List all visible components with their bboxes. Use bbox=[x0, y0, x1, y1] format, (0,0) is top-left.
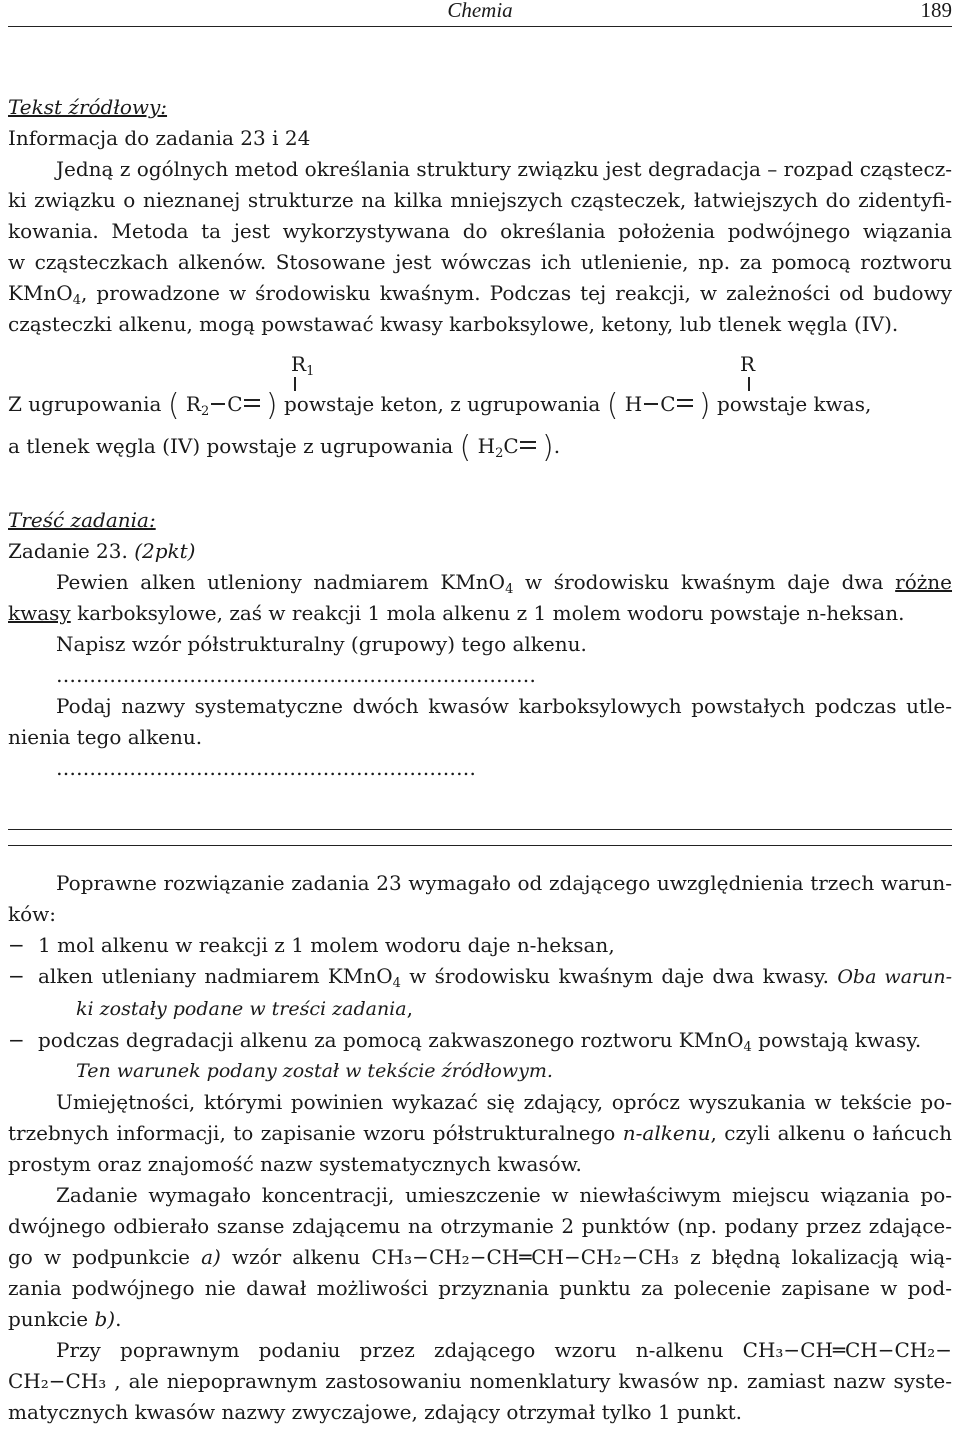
solution-intro-2: ków: bbox=[8, 902, 57, 926]
para2-line-2: dwójnego odbierało szanse zdającemu na otrzymanie 2 punktów (np. podany przez zdające- bbox=[8, 1214, 952, 1238]
source-line-3: kowania. Metoda ta jest wykorzystywana do określania położenia podwójnego wiązania bbox=[8, 219, 952, 243]
source-line-2: ki związku o nieznanej strukturze na kilka mniejszych cząsteczek, łatwiejszych do zidentyfi- bbox=[8, 188, 952, 212]
condition-3-note: Ten warunek podany został w tekście źródłowym. bbox=[76, 1060, 553, 1082]
correct-alkene-formula-b: CH₂−CH₃ bbox=[8, 1369, 107, 1393]
chem-groups bbox=[8, 352, 952, 472]
task-title-row bbox=[8, 536, 952, 567]
source-line-1: Jedną z ogólnych metod określania struktury związku jest degradacja – rozpad cząstecz- bbox=[56, 157, 952, 181]
chem-text-1: Z ugrupowania bbox=[8, 392, 162, 416]
para1-line-2: trzebnych informacji, to zapisanie wzoru półstrukturalnego n-alkenu, czyli alkenu o łańcuch bbox=[8, 1121, 953, 1145]
condition-1: − 1 mol alkenu w reakcji z 1 molem wodoru daje n-heksan, bbox=[8, 933, 615, 957]
group-ketone: $R_2$ C bbox=[186, 392, 260, 416]
chem-line-1: Z ugrupowania ( $R_2$ C ) powstaje keton, z ugrupowania ( H C ) powstaje kwas, bbox=[8, 388, 872, 423]
source-info: Informacja do zadania 23 i 24 bbox=[8, 126, 311, 150]
condition-2: − alken utleniany nadmiarem KMnO$_4$ w środowisku kwaśnym daje dwa kwasy. Oba warun- bbox=[8, 964, 952, 991]
para3-line-2: CH₂−CH₃ , ale niepoprawnym zastosowaniu nomenklatury kwasów np. zamiast nazw syste- bbox=[8, 1369, 952, 1393]
task-heading: Treść zadania: bbox=[8, 508, 156, 532]
header-title: Chemia bbox=[447, 0, 513, 22]
task-line-2: kwasy karboksylowe, zaś w reakcji 1 mola alkenu z 1 molem wodoru powstaje n-heksan. bbox=[8, 601, 905, 625]
para2-line-1: Zadanie wymagało koncentracji, umieszczenie w niewłaściwym miejscu wiązania po- bbox=[56, 1183, 952, 1207]
source-section bbox=[8, 92, 952, 340]
substituent-r1: $R_1$ bbox=[291, 352, 315, 379]
group-co2: $H_2C$ bbox=[478, 434, 536, 458]
answer-dots-2[interactable]: ……………………………………………………… bbox=[56, 756, 476, 780]
task-line-1: Pewien alken utleniony nadmiarem KMnO$_4$ w środowisku kwaśnym daje dwa różne bbox=[56, 570, 953, 597]
correct-alkene-formula-a: CH₃−CH═CH−CH₂− bbox=[742, 1338, 952, 1362]
task-instruction-1: Napisz wzór półstrukturalny (grupowy) tego alkenu. bbox=[56, 632, 587, 656]
task-points: (2pkt) bbox=[134, 539, 196, 563]
chem-line-2: a tlenek węgla (IV) powstaje z ugrupowania ( $H_2C$ ). bbox=[8, 430, 561, 465]
source-heading: Tekst źródłowy: bbox=[8, 95, 168, 119]
task-title: Zadanie 23. bbox=[8, 539, 128, 563]
para3-line-3: matycznych kwasów nazwy zwyczajowe, zdający otrzymał tylko 1 punkt. bbox=[8, 1400, 743, 1424]
para2-line-5: punkcie b). bbox=[8, 1307, 122, 1331]
task-instruction-2b: nienia tego alkenu. bbox=[8, 725, 203, 749]
source-line-6: cząsteczki alkenu, mogą powstawać kwasy karboksylowe, ketony, lub tlenek węgla (IV). bbox=[8, 312, 899, 336]
divider-1 bbox=[8, 829, 952, 830]
source-line-5: KMnO$_4$, prowadzone w środowisku kwaśnym. Podczas tej reakcji, w zależności od budowy bbox=[8, 281, 952, 308]
para3-line-1: Przy poprawnym podaniu przez zdającego wzoru n-alkenu CH₃−CH═CH−CH₂− bbox=[56, 1338, 952, 1362]
condition-2-cont: ki zostały podane w treści zadania, bbox=[76, 996, 413, 1020]
task-section bbox=[8, 505, 952, 784]
kmno4-formula: KMnO$_4$ bbox=[8, 281, 81, 308]
para2-line-3: go w podpunkcie a) wzór alkenu CH₃−CH₂−CH═CH−CH₂−CH₃ z błędną lokalizacją wią- bbox=[8, 1245, 952, 1269]
divider-2 bbox=[8, 845, 952, 846]
substituent-r: R bbox=[740, 352, 756, 376]
condition-3: − podczas degradacji alkenu za pomocą zakwaszonego roztworu KMnO$_4$ powstają kwasy. bbox=[8, 1028, 922, 1055]
solution-intro-1: Poprawne rozwiązanie zadania 23 wymagało od zdającego uwzględnienia trzech warun- bbox=[56, 871, 952, 895]
task-instruction-2: Podaj nazwy systematyczne dwóch kwasów karboksylowych powstałych podczas utle- bbox=[56, 694, 952, 718]
solution-section bbox=[8, 868, 952, 1428]
para1-line-3: prostym oraz znajomość nazw systematycznych kwasów. bbox=[8, 1152, 582, 1176]
chem-text-4: a tlenek węgla (IV) powstaje z ugrupowania bbox=[8, 434, 454, 458]
answer-dots-1[interactable]: ……………………………………………………………… bbox=[56, 663, 536, 687]
page-number: 189 bbox=[920, 0, 952, 22]
wrong-alkene-formula: CH₃−CH₂−CH═CH−CH₂−CH₃ bbox=[371, 1245, 680, 1269]
chem-text-3: powstaje kwas, bbox=[716, 392, 872, 416]
source-line-4: w cząsteczkach alkenów. Stosowane jest wówczas ich utlenienie, np. za pomocą roztworu bbox=[8, 250, 952, 274]
para1-line-1: Umiejętności, którymi powinien wykazać się zdający, oprócz wyszukania w tekście po- bbox=[56, 1090, 952, 1114]
group-acid: H C bbox=[625, 392, 693, 416]
para2-line-4: zania podwójnego nie dawał możliwości przyznania punktu za polecenie zapisane w pod- bbox=[8, 1276, 952, 1300]
page-header bbox=[8, 0, 952, 27]
chem-text-2: powstaje keton, z ugrupowania bbox=[284, 392, 601, 416]
